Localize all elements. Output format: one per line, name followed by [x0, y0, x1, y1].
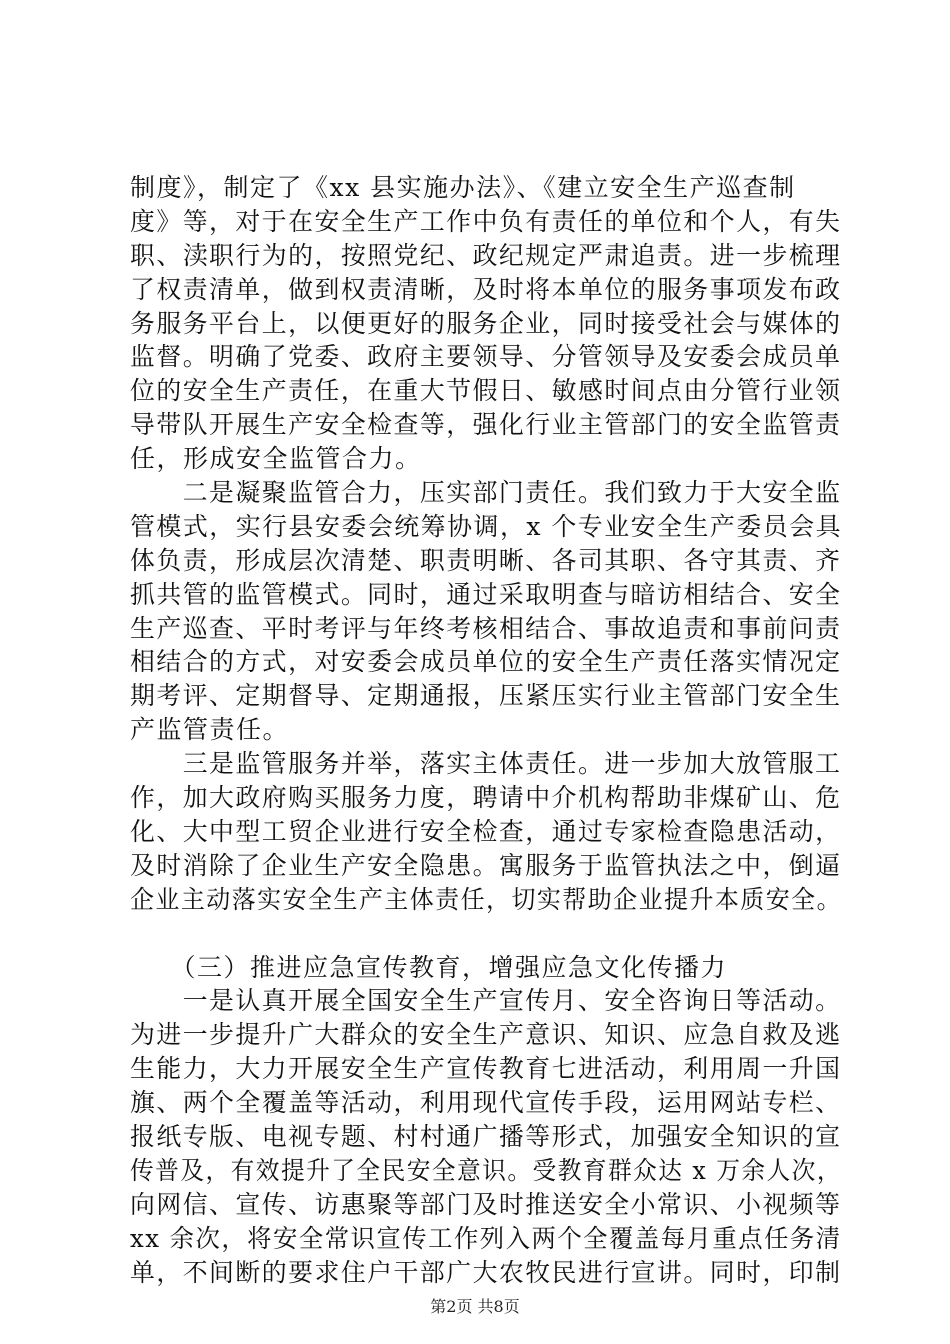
- text-line: xx 余次，将安全常识宣传工作列入两个全覆盖每月重点任务清: [130, 1223, 842, 1253]
- text-line: 旗、两个全覆盖等活动，利用现代宣传手段，运用网站专栏、: [130, 1088, 842, 1118]
- text-line: 任，形成安全监管合力。: [130, 444, 422, 474]
- text-line: 二是凝聚监管合力，压实部门责任。我们致力于大安全监: [130, 478, 842, 508]
- text-line: 产监管责任。: [130, 715, 290, 745]
- text-line: 生产巡查、平时考评与年终考核相结合、事故追责和事前问责: [130, 613, 842, 643]
- text-line: 传普及，有效提升了全民安全意识。受教育群众达 x 万余人次，: [130, 1155, 842, 1185]
- text-line: 务服务平台上，以便更好的服务企业，同时接受社会与媒体的: [130, 308, 842, 338]
- text-line: 度》等，对于在安全生产工作中负有责任的单位和个人，有失: [130, 206, 842, 236]
- text-line: 相结合的方式，对安委会成员单位的安全生产责任落实情况定: [130, 647, 842, 677]
- text-line: 化、大中型工贸企业进行安全检查，通过专家检查隐患活动，: [130, 816, 842, 846]
- page-footer: 第2页 共8页: [430, 1297, 520, 1316]
- text-line: 导带队开展生产安全检查等，强化行业主管部门的安全监管责: [130, 410, 842, 440]
- text-line: 报纸专版、电视专题、村村通广播等形式，加强安全知识的宣: [130, 1122, 842, 1152]
- text-line: 生能力，大力开展安全生产宣传教育七进活动，利用周一升国: [130, 1054, 842, 1084]
- text-line: 单，不间断的要求住户干部广大农牧民进行宣讲。同时，印制: [130, 1257, 842, 1287]
- text-line: （三）推进应急宣传教育，增强应急文化传播力: [130, 952, 728, 982]
- text-line: 一是认真开展全国安全生产宣传月、安全咨询日等活动。: [130, 986, 842, 1016]
- text-line: 为进一步提升广大群众的安全生产意识、知识、应急自救及逃: [130, 1020, 842, 1050]
- text-line: 抓共管的监管模式。同时，通过采取明查与暗访相结合、安全: [130, 579, 842, 609]
- document-body: [130, 171, 843, 1290]
- text-line: 制度》，制定了《xx 县实施办法》、《建立安全生产巡查制: [130, 173, 796, 202]
- text-line: 管模式，实行县安委会统筹协调，x 个专业安全生产委员会具: [130, 511, 843, 541]
- text-line: 三是监管服务并举，落实主体责任。进一步加大放管服工: [130, 749, 842, 779]
- text-line: 及时消除了企业生产安全隐患。寓服务于监管执法之中，倒逼: [130, 850, 842, 880]
- text-line: 体负责，形成层次清楚、职责明晰、各司其职、各守其责、齐: [130, 545, 842, 575]
- text-line: 作，加大政府购买服务力度，聘请中介机构帮助非煤矿山、危: [130, 783, 842, 813]
- text-line: 向网信、宣传、访惠聚等部门及时推送安全小常识、小视频等: [130, 1189, 842, 1219]
- text-line: 了权责清单，做到权责清晰，及时将本单位的服务事项发布政: [130, 274, 842, 304]
- text-line: 位的安全生产责任，在重大节假日、敏感时间点由分管行业领: [130, 376, 842, 406]
- text-line: 监督。明确了党委、政府主要领导、分管领导及安委会成员单: [130, 342, 842, 372]
- text-line: 企业主动落实安全生产主体责任，切实帮助企业提升本质安全。: [130, 884, 843, 914]
- text-line: 期考评、定期督导、定期通报，压紧压实行业主管部门安全生: [130, 681, 842, 711]
- paragraph-gap: [130, 917, 840, 951]
- text-line: 职、渎职行为的，按照党纪、政纪规定严肃追责。进一步梳理: [130, 240, 842, 270]
